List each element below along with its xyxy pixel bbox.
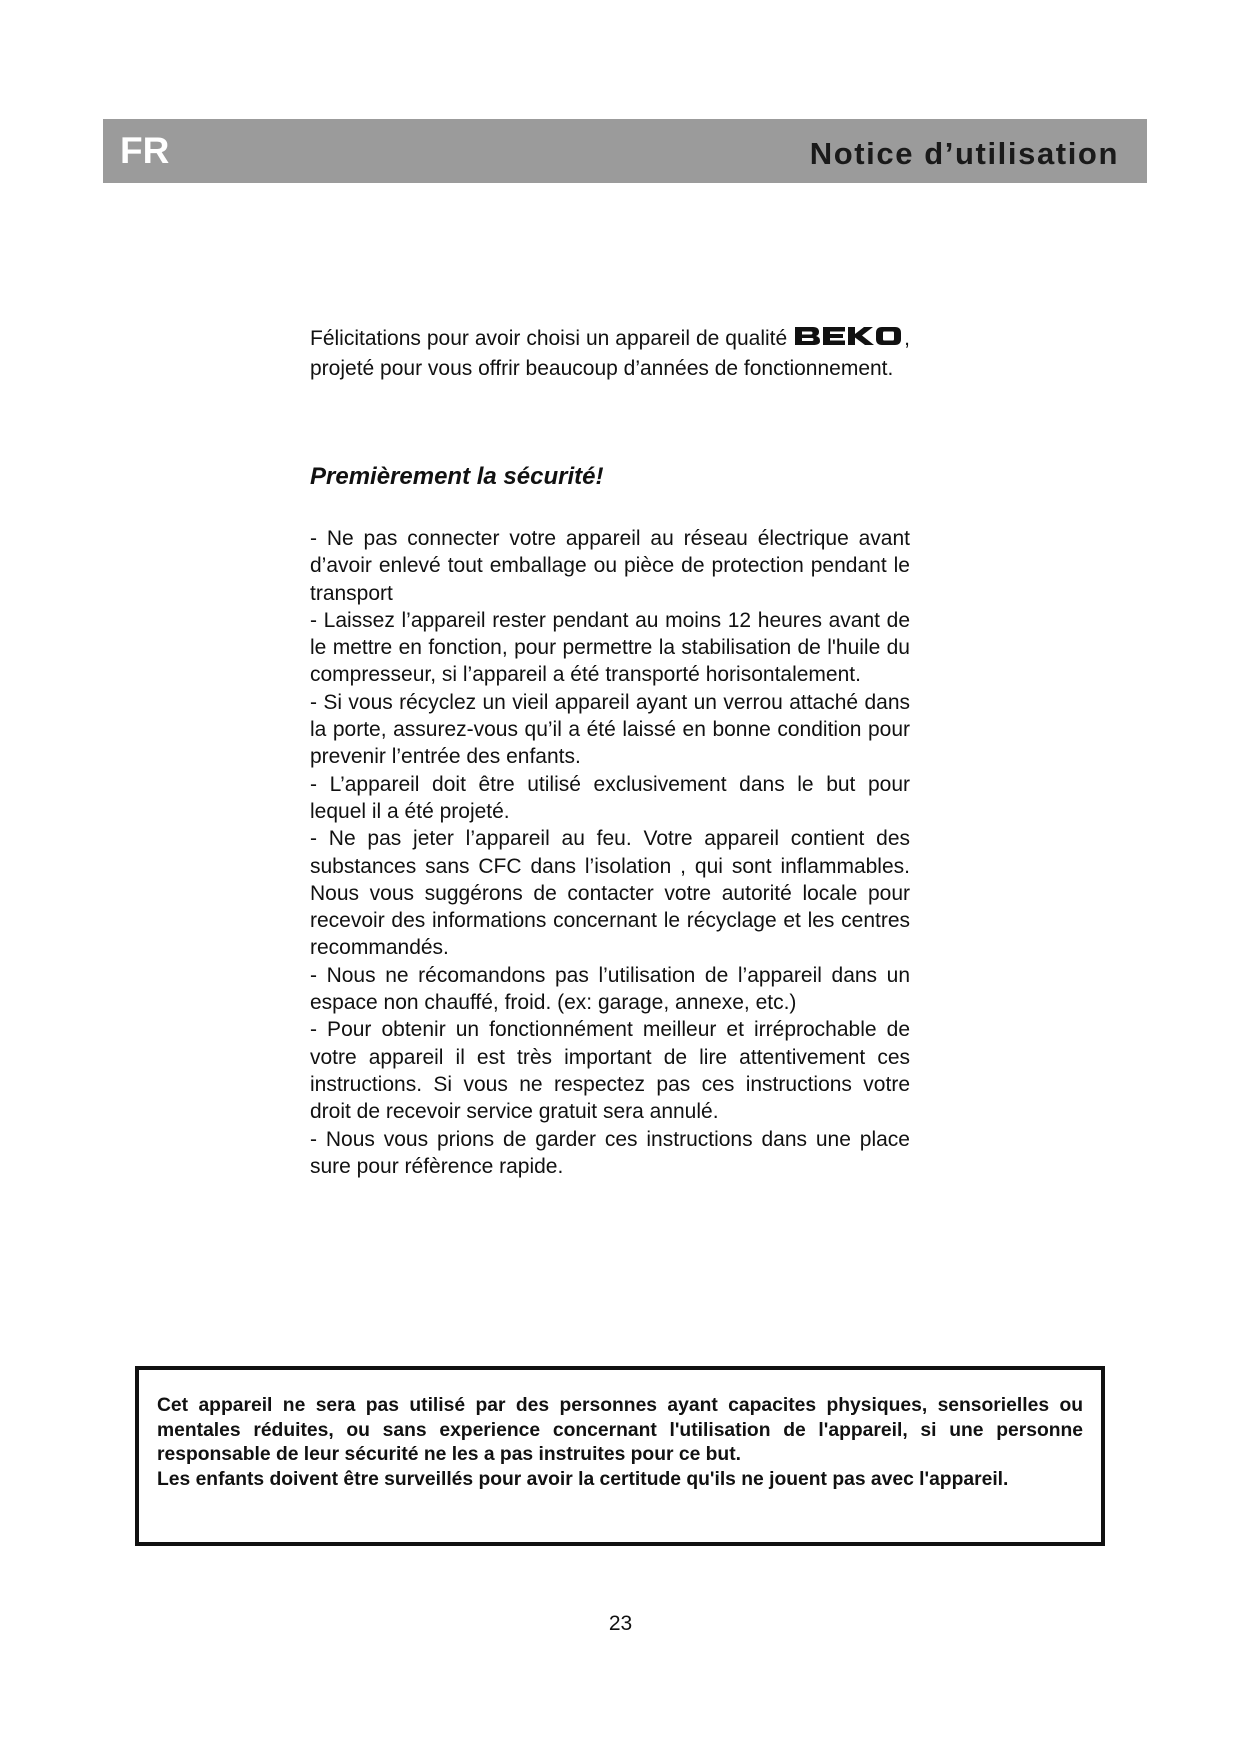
safety-item: - Pour obtenir un fonctionnément meilleur et irréprochable de votre appareil il est très important de lire attentivement ces instructions. Si vous ne respectez pas ces instructions votre droit de recevoir service gratuit sera annulé.	[310, 1018, 910, 1124]
safety-heading: Premièrement la sécurité!	[310, 463, 604, 490]
warning-box	[135, 1366, 1105, 1546]
safety-item: - Ne pas connecter votre appareil au réseau électrique avant d’avoir enlevé tout emballage ou pièce de protection pendant le transport	[310, 527, 910, 605]
document-title: Notice d’utilisation	[809, 136, 1119, 171]
safety-item: - Laissez l’appareil rester pendant au moins 12 heures avant de le mettre en fonction, pour permettre la stabilisation de l'huile du compresseur, si l’appareil a été transporté horisontalement.	[310, 608, 910, 687]
language-code: FR	[120, 130, 170, 171]
safety-item: - Nous ne récomandons pas l’utilisation de l’appareil dans un espace non chauffé, froid. (ex: garage, annexe, etc.)	[310, 963, 910, 1015]
intro-text-start: Félicitations pour avoir choisi un appareil de qualité	[310, 327, 788, 350]
safety-item: - Ne pas jeter l’appareil au feu. Votre appareil contient des substances sans CFC dans l’isolation , qui sont inflammables. Nous vous suggérons de contacter votre autorité locale pour recevoir des informations concernant le récyclage et les centres recommandés.	[310, 827, 910, 960]
safety-instructions-list	[310, 525, 910, 1180]
warning-paragraph: Les enfants doivent être surveillés pour avoir la certitude qu'ils ne jouent pas avec l'appareil.	[157, 1468, 1009, 1490]
intro-text-end: , projeté pour vous offrir beaucoup d’années de fonctionnement.	[310, 327, 910, 380]
safety-item: - Nous vous prions de garder ces instructions dans une place sure pour réfèrence rapide.	[310, 1127, 910, 1178]
warning-paragraph: Cet appareil ne sera pas utilisé par des personnes ayant capacites physiques, sensorielles ou mentales réduites, ou sans experience concernant l'utilisation de l'appareil, si une personne responsable de leur sécurité ne les a pas instruites pour ce but.	[157, 1395, 1083, 1465]
header-bar	[103, 119, 1147, 183]
beko-logo	[793, 325, 903, 355]
safety-item: - L’appareil doit être utilisé exclusivement dans le but pour lequel il a été projeté.	[310, 772, 910, 823]
beko-logo-mark	[793, 325, 903, 347]
page-number: 23	[608, 1612, 633, 1635]
intro-paragraph	[310, 325, 910, 383]
safety-item: - Si vous récyclez un vieil appareil ayant un verrou attaché dans la porte, assurez-vous qu’il a été laissé en bonne condition pour prevenir l’entrée des enfants.	[310, 690, 910, 769]
